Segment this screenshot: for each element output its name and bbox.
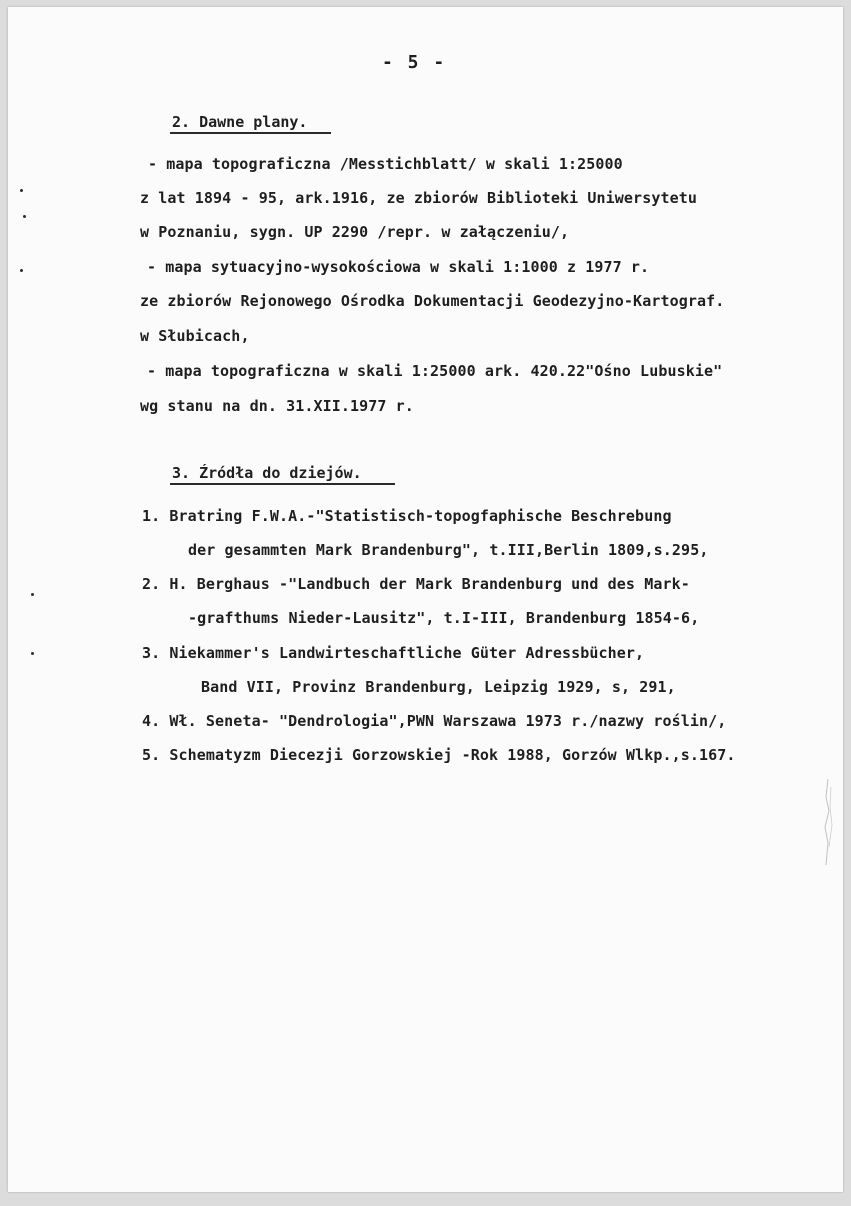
source-item: 2. H. Berghaus -"Landbuch der Mark Brandenburg und des Mark- bbox=[142, 575, 690, 593]
source-item-continuation: Band VII, Provinz Brandenburg, Leipzig 1929, s, 291, bbox=[201, 678, 676, 696]
section-2-underline bbox=[170, 132, 331, 134]
source-item-continuation: -grafthums Nieder-Lausitz", t.I-III, Brandenburg 1854-6, bbox=[188, 609, 700, 627]
source-item: 5. Schematyzm Diecezji Gorzowskiej -Rok 1988, Gorzów Wlkp.,s.167. bbox=[142, 746, 736, 764]
margin-dot bbox=[20, 189, 23, 192]
margin-dot bbox=[20, 269, 23, 272]
section-3-heading: 3. Źródła do dziejów. bbox=[172, 464, 362, 482]
text-line: wg stanu na dn. 31.XII.1977 r. bbox=[140, 397, 414, 415]
margin-scribble bbox=[820, 777, 836, 867]
source-item: 3. Niekammer's Landwirteschaftliche Güter Adressbücher, bbox=[142, 644, 645, 662]
source-item-continuation: der gesammten Mark Brandenburg", t.III,Berlin 1809,s.295, bbox=[188, 541, 709, 559]
margin-dot bbox=[31, 652, 34, 655]
source-item: 4. Wł. Seneta- "Dendrologia",PWN Warszawa 1973 r./nazwy roślin/, bbox=[142, 712, 727, 730]
margin-dot bbox=[23, 215, 26, 218]
text-line: ze zbiorów Rejonowego Ośrodka Dokumentacji Geodezyjno-Kartograf. bbox=[140, 292, 725, 310]
margin-dot bbox=[31, 593, 34, 596]
text-line: w Poznaniu, sygn. UP 2290 /repr. w załączeniu/, bbox=[140, 223, 570, 241]
text-line: - mapa topograficzna w skali 1:25000 ark. 420.22"Ośno Lubuskie" bbox=[147, 362, 723, 380]
section-2-heading: 2. Dawne plany. bbox=[172, 113, 308, 131]
text-line: z lat 1894 - 95, ark.1916, ze zbiorów Biblioteki Uniwersytetu bbox=[140, 189, 697, 207]
text-line: w Słubicach, bbox=[140, 327, 250, 345]
section-3-underline bbox=[170, 483, 395, 485]
text-line: - mapa topograficzna /Messtichblatt/ w skali 1:25000 bbox=[148, 155, 623, 173]
document-page bbox=[8, 7, 843, 1192]
text-line: - mapa sytuacyjno-wysokościowa w skali 1:1000 z 1977 r. bbox=[147, 258, 650, 276]
source-item: 1. Bratring F.W.A.-"Statistisch-topogfaphische Beschrebung bbox=[142, 507, 672, 525]
page-number: - 5 - bbox=[382, 52, 447, 73]
